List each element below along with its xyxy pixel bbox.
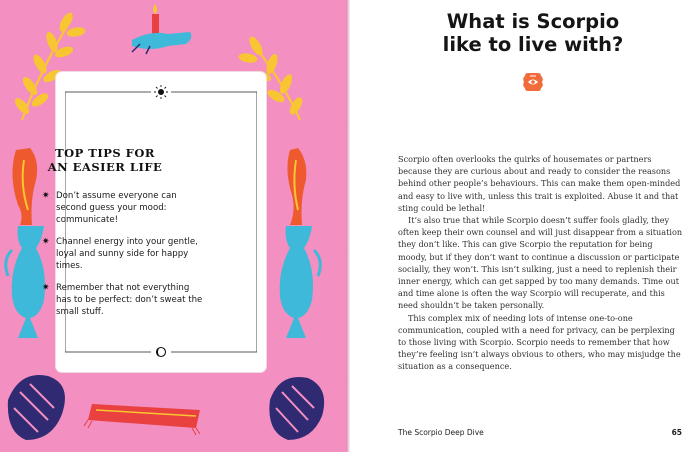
- moon-icon: [157, 348, 166, 357]
- body-paragraph: It’s also true that while Scorpio doesn’t suffer fools gladly, they often keep their own counsel and will just disappear from a situation they don’t like. This can give Scorpio the reputation for being moody, but if they don’t want to continue a discussion or participate socially, they won’t. This isn’t sulking, just a need to replenish their inner energy, which can get sapped by too many demands. Time out and time alone is often the way Scorpio will recuperate, and this need shouldn’t be taken personally.: [398, 215, 683, 311]
- sun-icon: [154, 85, 168, 99]
- vase-left-icon: [6, 148, 45, 338]
- monstera-leaf-left-icon: [8, 375, 65, 440]
- tips-title-line-2: AN EASIER LIFE: [47, 160, 163, 174]
- body-paragraph: Scorpio often overlooks the quirks of housemates or partners because they are curious about and ready to consider the reasons behind other people’s behaviours. This can make them open-minded and easy to live with, unless this trait is exploited. Abuse it and that sting could be lethal!: [398, 154, 681, 213]
- tip-text: Don’t assume everyone can second guess your mood: communicate!: [56, 191, 177, 225]
- tip-item: [42, 236, 206, 272]
- tip-item: [42, 190, 206, 226]
- tips-title: [0, 146, 210, 174]
- running-footer-title: The Scorpio Deep Dive: [398, 428, 484, 437]
- page-number: 65: [671, 428, 682, 437]
- body-text: [398, 153, 683, 373]
- monstera-leaf-right-icon: [269, 377, 324, 440]
- eye-emblem-icon: [522, 72, 544, 92]
- asterisk-bullet-icon: ✷: [42, 191, 50, 201]
- tip-item: [42, 282, 206, 318]
- right-page: [350, 0, 700, 452]
- left-page: [0, 0, 348, 452]
- vase-right-icon: [280, 148, 321, 338]
- tips-title-line-1: TOP TIPS FOR: [55, 146, 155, 160]
- tip-text: Remember that not everything has to be perfect: don’t sweat the small stuff.: [56, 283, 203, 317]
- asterisk-bullet-icon: ✷: [42, 283, 50, 293]
- page-heading: [438, 10, 628, 56]
- asterisk-bullet-icon: ✷: [42, 237, 50, 247]
- tip-text: Channel energy into your gentle, loyal and sunny side for happy times.: [56, 237, 198, 271]
- heading-line-2: like to live with?: [442, 33, 624, 56]
- heading-line-1: What is Scorpio: [446, 10, 620, 33]
- rug-icon: [84, 404, 200, 435]
- body-paragraph: This complex mix of needing lots of intense one-to-one communication, coupled with a need for privacy, can be perplexing to those living with Scorpio. Scorpio needs to remember that how they’re feeling isn’t always obvious to others, who may misjudge the situation as a consequence.: [398, 312, 681, 372]
- tips-list: [42, 190, 242, 328]
- candle-hand-icon: [132, 4, 191, 54]
